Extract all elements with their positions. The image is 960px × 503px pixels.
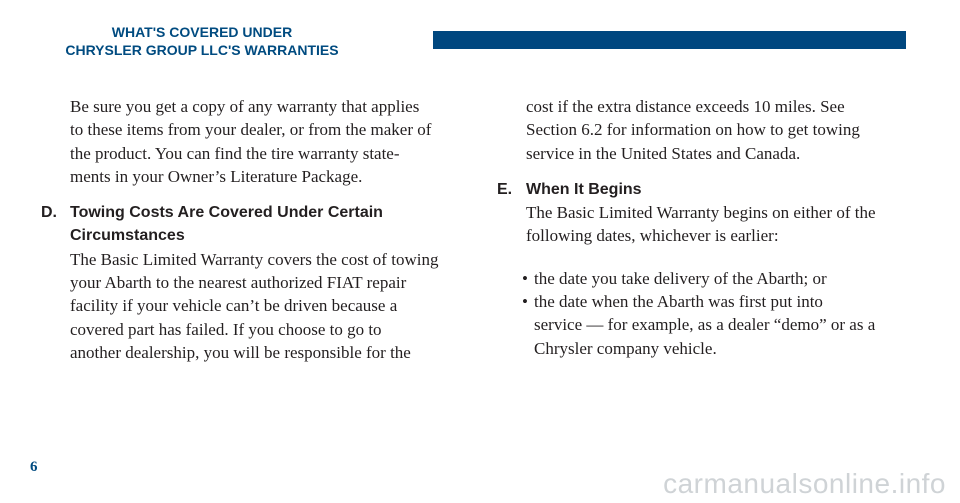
text-line: service — for example, as a dealer “demo” or as a xyxy=(534,315,876,335)
header-title-line2: CHRYSLER GROUP LLC'S WARRANTIES xyxy=(65,42,339,58)
list-item xyxy=(522,267,897,290)
list-item xyxy=(522,290,897,360)
section-d-body xyxy=(70,248,441,364)
text-line: Section 6.2 for information on how to get towing xyxy=(526,120,860,140)
intro-paragraph xyxy=(70,95,441,188)
left-column xyxy=(41,95,441,364)
section-e-heading xyxy=(497,178,897,201)
text-line: the date you take delivery of the Abarth; or xyxy=(534,268,827,288)
text-line: your Abarth to the nearest authorized FIAT repair xyxy=(70,273,407,293)
section-d-letter: D. xyxy=(41,204,57,222)
text-line: Be sure you get a copy of any warranty that applies xyxy=(70,97,420,116)
watermark: carmanualsonline.info xyxy=(663,468,946,499)
text-line: to these items from your dealer, or from the maker of xyxy=(70,120,432,140)
section-d-heading xyxy=(41,201,441,248)
page-number: 6 xyxy=(30,459,38,475)
text-line: cost if the extra distance exceeds 10 miles. See xyxy=(526,97,845,116)
section-header-title xyxy=(0,23,404,59)
right-column xyxy=(497,95,897,360)
section-e-letter: E. xyxy=(497,180,513,198)
section-d-title-line1: Towing Costs Are Covered Under Certain xyxy=(70,204,383,222)
text-line: The Basic Limited Warranty covers the cost of towing xyxy=(70,249,439,269)
section-d-title-line2: Circumstances xyxy=(70,227,185,245)
text-line: service in the United States and Canada. xyxy=(526,143,801,163)
text-line: the date when the Abarth was first put into xyxy=(534,292,823,312)
text-line: following dates, whichever is earlier: xyxy=(526,226,779,246)
section-e-title: When It Begins xyxy=(526,180,642,198)
section-e-body xyxy=(526,201,897,248)
text-line: covered part has failed. If you choose to go to xyxy=(70,319,382,339)
header-bar xyxy=(433,31,906,49)
text-line: the product. You can find the tire warranty state- xyxy=(70,143,400,163)
section-e-bullet-list xyxy=(497,267,897,360)
text-line: another dealership, you will be responsible for the xyxy=(70,342,411,362)
text-line: ments in your Owner’s Literature Package. xyxy=(70,166,363,186)
bullet-icon: • xyxy=(522,268,528,288)
bullet-icon: • xyxy=(522,292,528,312)
text-line: The Basic Limited Warranty begins on either of the xyxy=(526,203,876,223)
header-title-line1: WHAT'S COVERED UNDER xyxy=(111,24,293,40)
section-d-continued xyxy=(526,95,897,165)
text-line: Chrysler company vehicle. xyxy=(534,338,717,358)
text-line: facility if your vehicle can’t be driven because a xyxy=(70,296,398,316)
